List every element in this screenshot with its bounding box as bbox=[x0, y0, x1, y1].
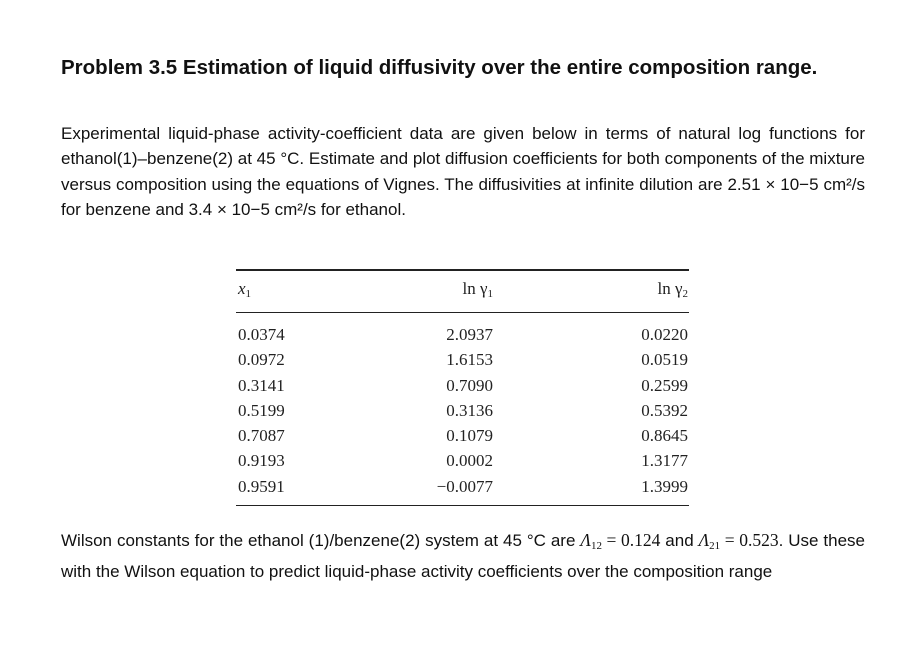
table-row bbox=[236, 448, 689, 473]
cell-ln-gamma2: 0.0220 bbox=[641, 325, 688, 344]
header-x1: $x_1$ bbox=[238, 279, 252, 300]
cell-x1: 0.0972 bbox=[238, 350, 285, 370]
lambda12-expression: $\Lambda_{12} = 0.124$ bbox=[580, 530, 661, 552]
wilson-text-before: Wilson constants for the ethanol (1)/benzene(2) system at 45 °C are bbox=[61, 531, 581, 550]
cell-ln-gamma1: 0.1079 bbox=[446, 426, 493, 446]
cell-x1: 0.7087 bbox=[238, 426, 285, 446]
table-row bbox=[236, 373, 689, 398]
table-row bbox=[236, 474, 689, 499]
wilson-paragraph bbox=[61, 528, 865, 585]
cell-ln-gamma1: 2.0937 bbox=[446, 325, 493, 344]
table-bottom-rule bbox=[236, 505, 689, 506]
table-row bbox=[236, 423, 689, 448]
cell-ln-gamma2: 0.0519 bbox=[641, 350, 688, 370]
cell-x1: 0.9193 bbox=[238, 451, 285, 471]
activity-coefficient-table bbox=[236, 269, 689, 506]
cell-ln-gamma1: 1.6153 bbox=[446, 350, 493, 370]
cell-x1: 0.3141 bbox=[238, 375, 285, 395]
header-ln-gamma2: $\ln \gamma_2$ bbox=[657, 279, 688, 300]
table-row bbox=[236, 398, 689, 423]
cell-x1: 0.5199 bbox=[238, 400, 285, 420]
cell-x1: 0.9591 bbox=[238, 476, 285, 496]
cell-ln-gamma2: 1.3999 bbox=[641, 476, 688, 496]
cell-ln-gamma2: 1.3177 bbox=[641, 451, 688, 471]
problem-intro-paragraph: Experimental liquid-phase activity-coefficient data are given below in terms of natural log functions for ethanol(1)–benzene(2) at 45 °C. Estimate and plot diffusion coefficients for both components of the mixture versus composition using the equations of Vignes. The diffusivities at infinite dilution are 2.51 × 10−5 cm²/s for benzene and 3.4 × 10−5 cm²/s for ethanol. bbox=[61, 124, 865, 219]
wilson-text-and: and bbox=[660, 531, 699, 550]
cell-ln-gamma1: 0.0002 bbox=[446, 451, 493, 471]
cell-ln-gamma1: 0.3136 bbox=[446, 400, 493, 420]
header-ln-gamma1: $\ln \gamma_1$ bbox=[462, 279, 493, 300]
problem-title: Problem 3.5 Estimation of liquid diffusivity over the entire composition range. bbox=[61, 56, 818, 79]
cell-ln-gamma1: 0.7090 bbox=[446, 375, 493, 395]
cell-ln-gamma2: 0.2599 bbox=[641, 375, 688, 395]
wilson-text-after: . Use these with the Wilson equation to predict liquid-phase activity coefficients over the composition range bbox=[61, 531, 865, 582]
table-header-rule bbox=[236, 312, 689, 313]
cell-ln-gamma1: −0.0077 bbox=[436, 476, 493, 496]
table-header-row bbox=[236, 275, 689, 303]
table-row bbox=[236, 347, 689, 372]
lambda21-expression: $\Lambda_{21} = 0.523$ bbox=[698, 530, 779, 552]
table-row bbox=[236, 322, 689, 347]
cell-ln-gamma2: 0.8645 bbox=[641, 426, 688, 446]
table-body bbox=[236, 322, 689, 499]
cell-x1: 0.0374 bbox=[238, 325, 285, 344]
cell-ln-gamma2: 0.5392 bbox=[641, 400, 688, 420]
table-top-rule bbox=[236, 269, 689, 271]
